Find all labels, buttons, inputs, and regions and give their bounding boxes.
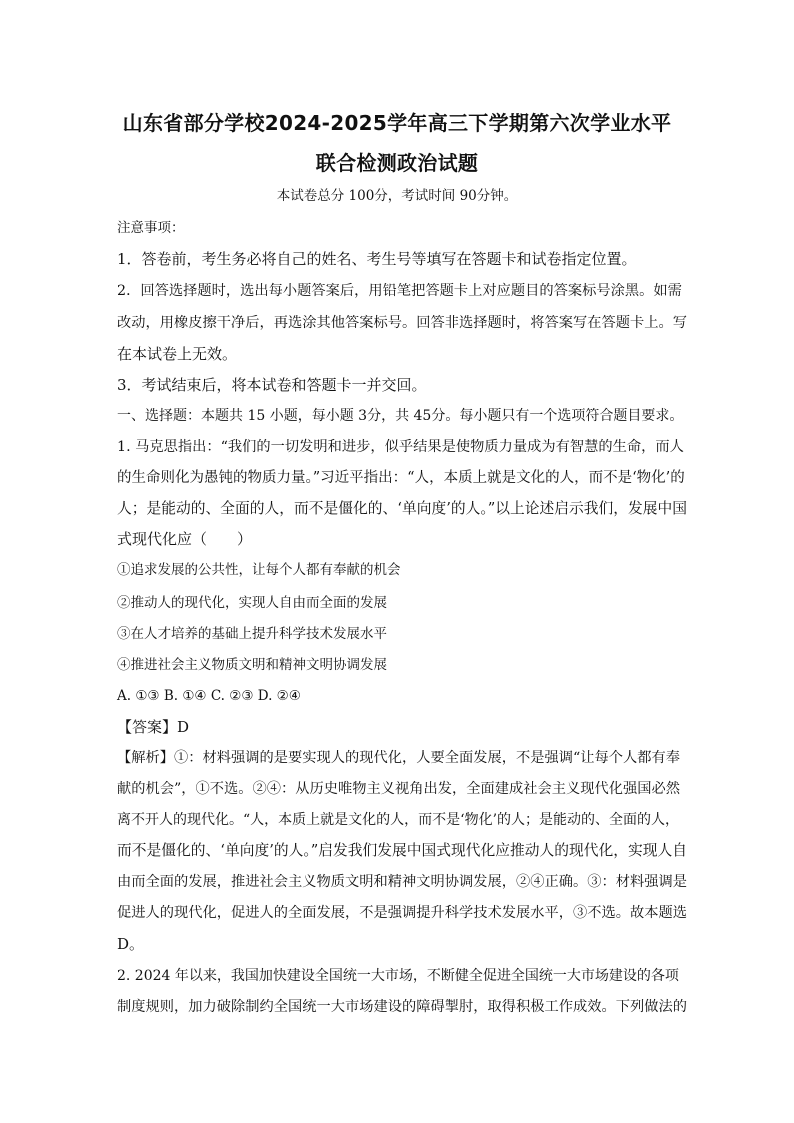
q1-analysis-line5: 由而全面的发展，推进社会主义物质文明和精神文明协调发展，②④正确。③：材料强调是 — [117, 874, 688, 890]
note-1: 1．答卷前，考生务必将自己的姓名、考生号等填写在答题卡和试卷指定位置。 — [117, 250, 637, 268]
q1-choices: A. ①③ B. ①④ C. ②③ D. ②④ — [117, 688, 301, 704]
q1-stem-line1: 1. 马克思指出：“我们的一切发明和进步，似乎结果是使物质力量成为有智慧的生命，而人 — [117, 439, 684, 455]
note-2-line1: 2．回答选择题时，选出每小题答案后，用铅笔把答题卡上对应题目的答案标号涂黑。如需 — [117, 283, 682, 299]
exam-title-line1: 山东省部分学校2024-2025学年高三下学期第六次学业水平 — [122, 111, 672, 135]
note-3: 3．考试结束后，将本试卷和答题卡一并交回。 — [117, 376, 427, 394]
exam-title-line2: 联合检测政治试题 — [315, 151, 479, 175]
q1-analysis-line1: 【解析】①：材料强调的是要实现人的现代化，人要全面发展，不是强调“让每个人都有奉 — [117, 750, 681, 766]
q1-analysis-line2: 献的机会”，①不选。②④：从历史唯物主义视角出发，全面建成社会主义现代化强国必然 — [117, 781, 681, 797]
q1-analysis-line3: 离不开人的现代化。“人，本质上就是文化的人，而不是‘物化’的人；是能动的、全面的人， — [117, 812, 680, 828]
q1-analysis-line6: 促进人的现代化，促进人的全面发展，不是强调提升科学技术发展水平，③不选。故本题选 — [117, 905, 688, 921]
exam-subtitle: 本试卷总分 100分，考试时间 90分钟。 — [276, 188, 518, 204]
note-2-line2: 改动，用橡皮擦干净后，再选涂其他答案标号。回答非选择题时，将答案写在答题卡上。写 — [117, 315, 688, 331]
q1-analysis-line4: 而不是僵化的、‘单向度’的人。”启发我们发展中国式现代化应推动人的现代化，实现人自 — [117, 842, 688, 859]
note-2-line3: 在本试卷上无效。 — [117, 345, 238, 363]
q1-option-2: ②推动人的现代化，实现人自由而全面的发展 — [117, 595, 387, 611]
q1-option-4: ④推进社会主义物质文明和精神文明协调发展 — [117, 657, 387, 673]
q1-option-3: ③在人才培养的基础上提升科学技术发展水平 — [117, 626, 387, 642]
q1-stem-line2: 的生命则化为愚钝的物质力量。”习近平指出：“人，本质上就是文化的人，而不是‘物化’的 — [117, 470, 685, 486]
q1-stem-line4: 式现代化应（ ） — [117, 530, 253, 548]
q2-stem-line1: 2. 2024 年以来，我国加快建设全国统一大市场，不断健全促进全国统一大市场建设的各项 — [117, 968, 679, 984]
q1-answer: 【答案】D — [117, 718, 190, 736]
notes-heading: 注意事项： — [117, 220, 185, 236]
q1-stem-line3: 人；是能动的、全面的人，而不是僵化的、‘单向度’的人。”以上论述启示我们，发展中国 — [117, 500, 688, 517]
section-1-heading: 一、选择题：本题共 15 小题，每小题 3分，共 45分。每小题只有一个选项符合题目要求。 — [117, 408, 684, 424]
q1-analysis-line7: D。 — [117, 935, 145, 953]
q2-stem-line2: 制度规则，加力破除制约全国统一大市场建设的障碍掣肘，取得积极工作成效。下列做法的 — [117, 999, 688, 1015]
q1-option-1: ①追求发展的公共性，让每个人都有奉献的机会 — [117, 562, 401, 578]
